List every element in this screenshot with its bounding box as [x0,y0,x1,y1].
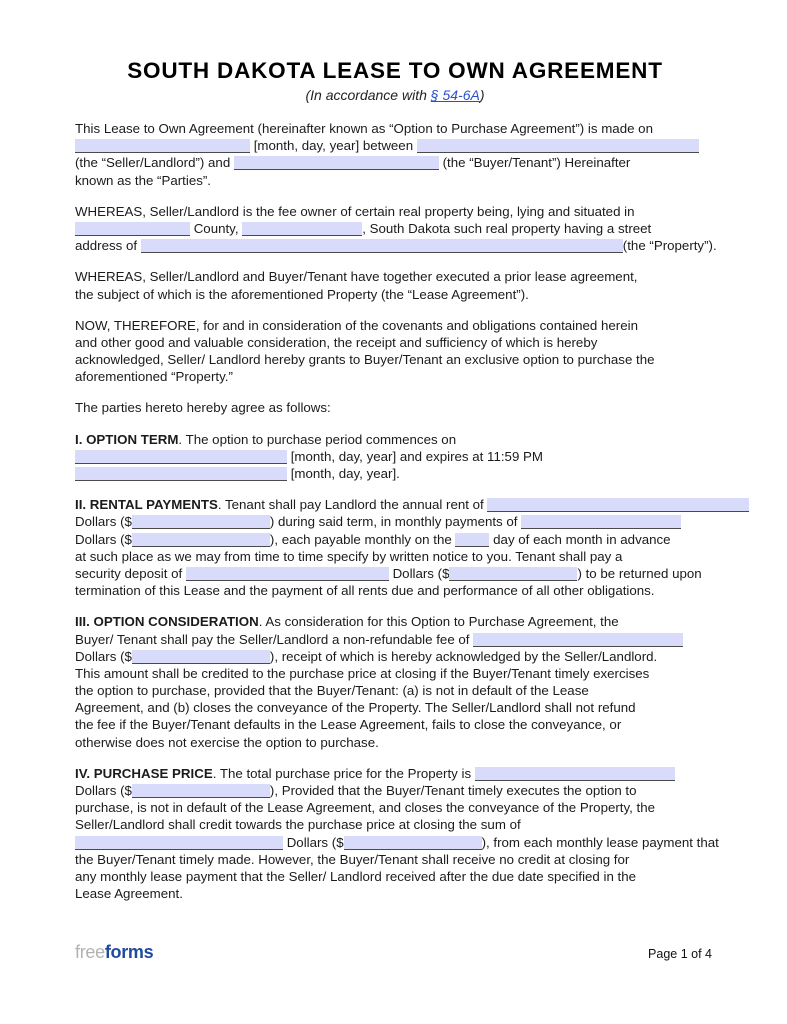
text-run: security deposit of [75,565,186,581]
text-line [75,648,715,665]
paragraph [75,399,715,416]
text-line [75,317,715,334]
text-line [75,496,715,513]
text-run: at such place as we may from time to time specify by written notice to you. Tenant shall pay a [75,548,623,564]
text-run: ), receipt of which is hereby acknowledged by the Seller/Landlord. [269,648,658,664]
text-line [75,351,715,368]
text-line [75,431,715,448]
freeforms-logo [75,942,153,963]
blank-field[interactable] [132,515,270,529]
text-run: any monthly lease payment that the Seller/ Landlord received after the due date specified in the [75,868,637,884]
text-run: Agreement, and (b) closes the conveyance of the Property. The Seller/Landlord shall not refund [75,700,636,716]
blank-field[interactable] [473,633,683,647]
text-line [75,465,715,482]
blank-field[interactable] [75,467,287,481]
paragraph [75,765,719,903]
paragraph [75,496,715,599]
text-run: The parties hereto hereby agree as follows: [75,400,331,416]
text-run: Dollars ($ [283,834,344,850]
text-run: Dollars ($ [388,565,450,581]
blank-field[interactable] [487,498,749,512]
paragraph [75,431,715,483]
blank-field[interactable] [344,836,482,850]
text-run: . The option to purchase period commences on [178,431,457,447]
blank-field[interactable] [455,533,489,547]
text-line [75,220,715,237]
text-run: County, [190,220,243,236]
text-run: , South Dakota such real property having a street [362,220,652,236]
text-line [75,885,715,902]
text-run: ) to be returned upon [577,565,702,581]
text-line [75,582,715,599]
text-line [75,203,715,220]
text-run: ), from each monthly lease payment that [481,834,719,850]
blank-field[interactable] [521,515,681,529]
text-run: the fee if the Buyer/Tenant defaults in the Lease Agreement, fails to close the conveyance, or [75,717,622,733]
paragraph [75,120,715,189]
text-run: [month, day, year] between [250,138,417,154]
subtitle-prefix: (In accordance with [305,87,431,103]
section-heading: I. OPTION TERM [75,431,179,447]
text-line [75,851,715,868]
text-line [75,765,715,782]
logo-free-text: free [75,942,105,962]
text-run: (the “Buyer/Tenant”) Hereinafter [438,155,631,171]
text-line [75,699,715,716]
text-run: day of each month in advance [489,531,671,547]
document-content [75,0,719,916]
text-line [75,137,715,154]
blank-field[interactable] [132,784,270,798]
section-heading: III. OPTION CONSIDERATION [75,614,259,630]
text-run: otherwise does not exercise the option to purchase. [75,734,379,750]
text-run: NOW, THEREFORE, for and in consideration of the covenants and obligations contained herein [75,317,638,333]
text-run: . Tenant shall pay Landlord the annual rent of [217,497,488,513]
text-run: Lease Agreement. [75,886,183,902]
page-subtitle [75,87,715,103]
paragraph [75,613,715,751]
text-line [75,834,719,851]
text-line [75,631,715,648]
text-run: ) during said term, in monthly payments of [269,514,522,530]
blank-field[interactable] [242,222,362,236]
text-line [75,172,715,189]
text-run: Seller/Landlord shall credit towards the purchase price at closing the sum of [75,817,521,833]
blank-field[interactable] [132,533,270,547]
text-run: WHEREAS, Seller/Landlord is the fee owner of certain real property being, lying and situated in [75,203,635,219]
section-heading: II. RENTAL PAYMENTS [75,497,218,513]
text-line [75,334,715,351]
text-run: aforementioned “Property.” [75,369,233,385]
text-line [75,237,715,254]
text-run: (the “Property”). [622,238,717,254]
text-line [75,565,715,582]
blank-field[interactable] [234,156,439,170]
text-line [75,734,715,751]
blank-field[interactable] [75,139,250,153]
text-line [75,154,715,171]
text-run: the option to purchase, provided that the Buyer/Tenant: (a) is not in default of the Lease [75,683,589,699]
text-line [75,665,715,682]
text-line [75,399,715,416]
page-footer [75,942,712,963]
text-line [75,268,715,285]
paragraph [75,268,715,302]
text-run: Dollars ($ [75,783,132,798]
page-title: SOUTH DAKOTA LEASE TO OWN AGREEMENT [127,58,663,83]
blank-field[interactable] [475,767,675,781]
blank-field[interactable] [449,567,577,581]
page-number: Page 1 of 4 [648,947,712,961]
section-heading: IV. PURCHASE PRICE [75,765,213,781]
text-line [75,448,715,465]
text-run: ), Provided that the Buyer/Tenant timely executes the option to [269,783,637,798]
text-run: Dollars ($ [75,648,132,664]
text-run: the subject of which is the aforementioned Property (the “Lease Agreement”). [75,286,529,302]
text-run: [month, day, year]. [287,466,400,481]
blank-field[interactable] [75,836,283,850]
text-run: Buyer/ Tenant shall pay the Seller/Landlord a non-refundable fee of [75,631,474,647]
text-line [75,799,715,816]
document-body [75,120,719,902]
text-line [75,513,715,530]
text-run: This Lease to Own Agreement (hereinafter known as “Option to Purchase Agreement”) is made on [75,121,653,136]
text-run: . The total purchase price for the Property is [212,765,475,781]
blank-field[interactable] [417,139,699,153]
text-line [75,548,715,565]
text-line [75,868,715,885]
blank-field[interactable] [75,222,190,236]
statute-link[interactable]: § 54-6A [430,87,480,103]
subtitle-suffix: ) [479,87,485,103]
text-line [75,120,715,137]
paragraph [75,317,715,386]
text-run: purchase, is not in default of the Lease Agreement, and closes the conveyance of the Property, the [75,800,656,816]
text-run: address of [75,238,141,254]
blank-field[interactable] [132,650,270,664]
text-run: Dollars ($ [75,514,132,530]
text-run: termination of this Lease and the payment of all rents due and performance of all other obligations. [75,583,655,599]
text-run: . As consideration for this Option to Purchase Agreement, the [258,614,619,630]
text-run: known as the “Parties”. [75,172,211,188]
text-run: the Buyer/Tenant timely made. However, the Buyer/Tenant shall receive no credit at closing for [75,851,630,867]
text-run: Dollars ($ [75,531,132,547]
text-run: WHEREAS, Seller/Landlord and Buyer/Tenant have together executed a prior lease agreement, [75,269,638,285]
logo-forms-text: forms [104,942,154,962]
text-run: This amount shall be credited to the purchase price at closing if the Buyer/Tenant timely exercises [75,665,650,681]
text-line [75,613,715,630]
text-line [75,531,715,548]
text-run: ), each payable monthly on the [269,531,456,547]
blank-field[interactable] [141,239,623,253]
text-line [75,716,715,733]
blank-field[interactable] [186,567,389,581]
text-run: [month, day, year] and expires at 11:59 PM [287,448,543,464]
blank-field[interactable] [75,450,287,464]
text-line [75,682,715,699]
text-run: (the “Seller/Landlord”) and [75,155,234,171]
text-line [75,286,715,303]
text-line [75,816,715,833]
paragraph [75,203,715,255]
text-run: acknowledged, Seller/ Landlord hereby grants to Buyer/Tenant an exclusive option to purchase the [75,352,655,368]
text-line [75,368,715,385]
text-run: and other good and valuable consideration, the receipt and sufficiency of which is hereby [75,334,598,350]
text-line [75,782,715,799]
